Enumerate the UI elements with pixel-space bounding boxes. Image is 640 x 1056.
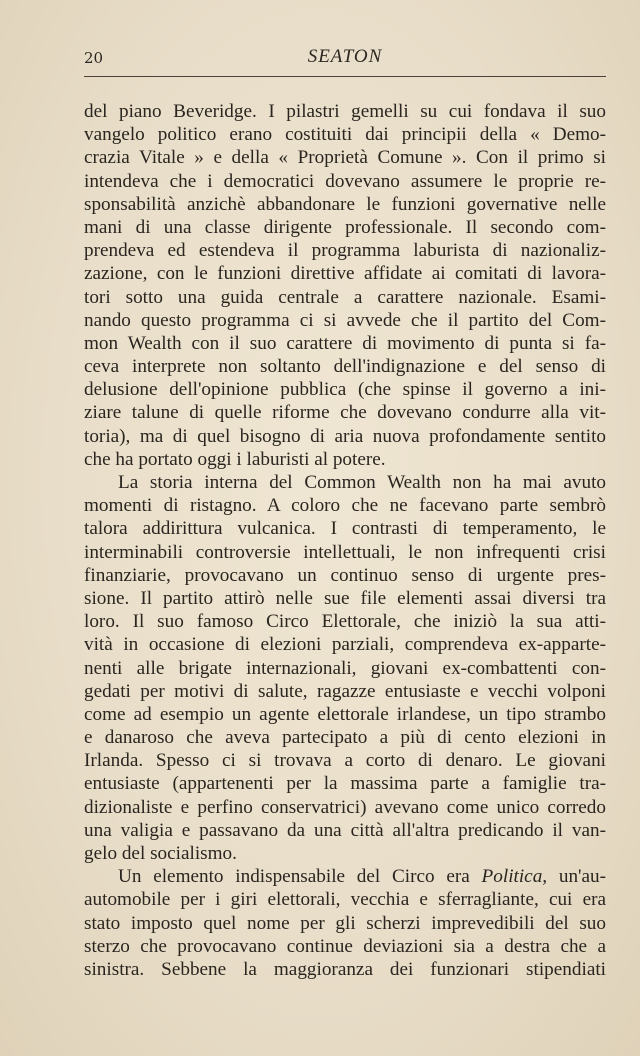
page-number: 20 xyxy=(84,49,104,67)
paragraph-1 xyxy=(84,100,606,471)
text-line: tori sotto una guida centrale a carattere nazionale. Esami- xyxy=(84,286,606,308)
text-line: loro. Il suo famoso Circo Elettorale, che iniziò la sua atti- xyxy=(84,611,606,633)
text-line: ceva interprete non soltanto dell'indignazione e del senso di xyxy=(84,356,606,378)
text-line: nando questo programma ci si avvede che il partito del Com- xyxy=(84,309,606,331)
text-line: entusiaste (appartenenti per la massima parte a famiglie tra- xyxy=(84,773,606,795)
text-line: come ad esempio un agente elettorale irlandese, un tipo strambo xyxy=(84,703,606,725)
text-line: finanziarie, provocavano un continuo senso di urgente pres- xyxy=(84,564,606,586)
text-line: una valigia e passavano da una città all'altra predicando il van- xyxy=(84,819,606,841)
text-line: crazia Vitale » e della « Proprietà Comune ». Con il primo si xyxy=(84,147,606,169)
text-line: nenti alle brigate internazionali, giovani ex-combattenti con- xyxy=(84,657,606,679)
text-line: gelo del socialismo. xyxy=(84,843,237,864)
text-line: del piano Beveridge. I pilastri gemelli su cui fondava il suo xyxy=(84,101,606,122)
text-line: e danaroso che aveva partecipato a più di cento elezioni in xyxy=(84,727,606,749)
text-line: che ha portato oggi i laburisti al potere. xyxy=(84,448,386,470)
text-line: Irlanda. Spesso ci si trovava a corto di denaro. Le giovani xyxy=(84,750,606,772)
text-line: sinistra. Sebbene la maggioranza dei funzionari stipendiati xyxy=(84,958,606,980)
text-line: sione. Il partito attirò nelle sue file elementi assai diversi tra xyxy=(84,587,606,609)
body-text xyxy=(84,100,606,981)
text-line: prendeva ed estendeva il programma laburista di nazionaliz- xyxy=(84,240,606,262)
text-line: mani di una classe dirigente professionale. Il secondo com- xyxy=(84,216,606,238)
text-line-start: Un elemento indispensabile del Circo era xyxy=(118,866,482,888)
text-line: mon Wealth con il suo carattere di movimento di punta si fa- xyxy=(84,332,606,354)
header-rule xyxy=(84,76,606,77)
text-line: interminabili controversie intellettuali, le non infrequenti crisi xyxy=(84,541,606,563)
text-line xyxy=(84,865,606,888)
text-line-end: un'au- xyxy=(547,866,606,888)
paragraph-2 xyxy=(84,471,606,865)
text-line: intendeva che i democratici dovevano assumere le proprie re- xyxy=(84,170,606,192)
text-line: momenti di ristagno. A coloro che ne facevano parte sembrò xyxy=(84,495,606,517)
text-line: sponsabilità anzichè abbandonare le funzioni governative nelle xyxy=(84,193,606,215)
paragraph-3 xyxy=(84,865,606,981)
italic-title: Politica, xyxy=(481,866,548,888)
text-line: toria), ma di quel bisogno di aria nuova profondamente sentito xyxy=(84,425,606,447)
text-line: vità in occasione di elezioni parziali, comprendeva ex-apparte- xyxy=(84,634,606,656)
page-header xyxy=(84,44,606,74)
text-line: La storia interna del Common Wealth non ha mai avuto xyxy=(118,472,606,493)
text-line: dizionaliste e perfino conservatrici) avevano come unico corredo xyxy=(84,796,606,818)
text-line: ziare talune di quelle riforme che dovevano condurre alla vit- xyxy=(84,402,606,424)
text-line: gedati per motivi di salute, ragazze entusiaste e vecchi volponi xyxy=(84,680,606,702)
text-line: delusione dell'opinione pubblica (che spinse il governo a ini- xyxy=(84,379,606,401)
text-line: vangelo politico erano costituiti dai principii della « Demo- xyxy=(84,124,606,146)
running-title: SEATON xyxy=(307,46,383,67)
text-line: zazione, con le funzioni direttive affidate ai comitati di lavora- xyxy=(84,263,606,285)
text-line: automobile per i giri elettorali, vecchia e sferragliante, cui era xyxy=(84,889,606,911)
text-line: talora addirittura vulcanica. I contrasti di temperamento, le xyxy=(84,518,606,540)
text-line: stato imposto quel nome per gli scherzi imprevedibili del suo xyxy=(84,912,606,934)
text-line: sterzo che provocavano continue deviazioni sia a destra che a xyxy=(84,935,606,957)
